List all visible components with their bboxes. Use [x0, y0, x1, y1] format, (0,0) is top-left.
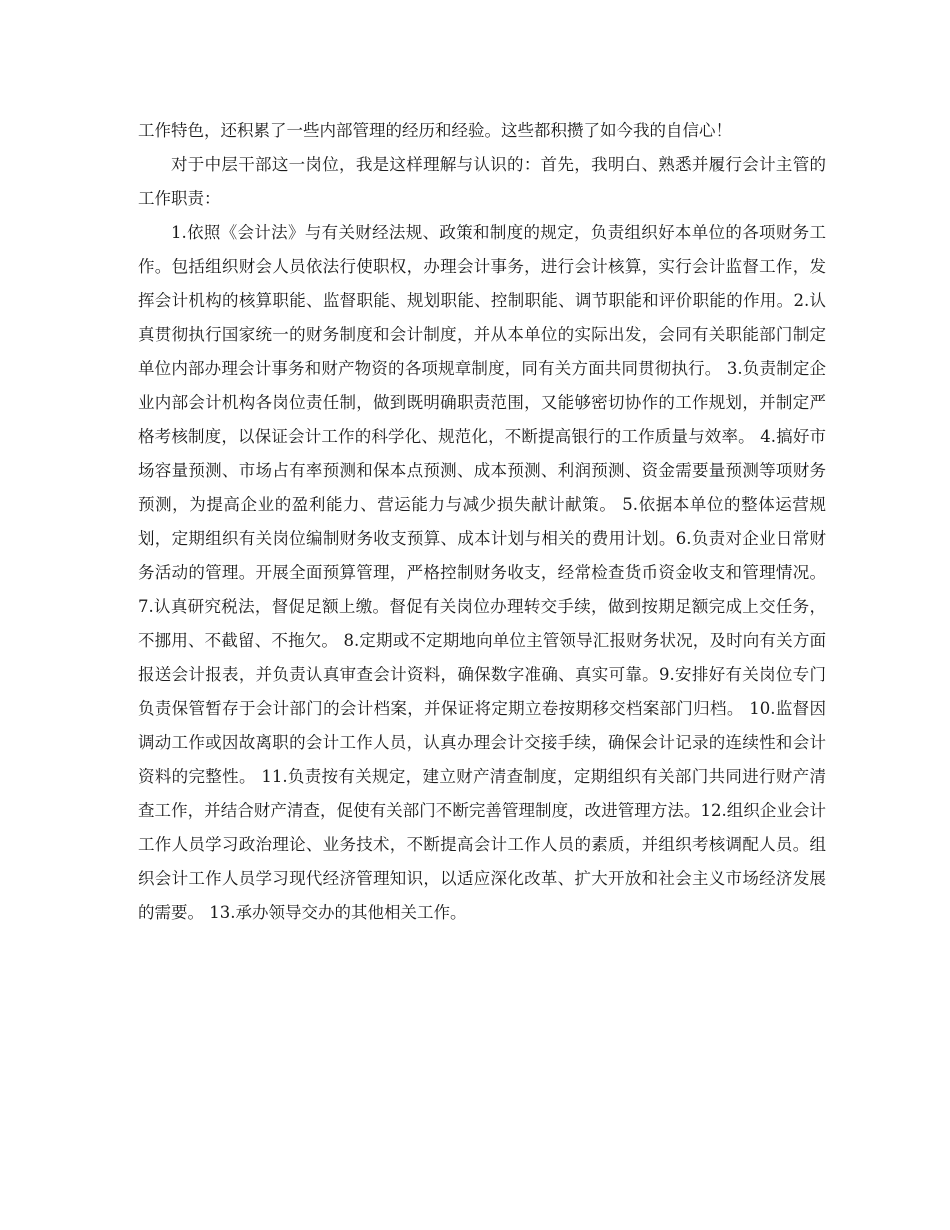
paragraph-role-understanding: 对于中层干部这一岗位，我是这样理解与认识的：首先，我明白、熟悉并履行会计主管的工作职责：	[138, 155, 826, 208]
document-body	[138, 114, 826, 930]
paragraph-continuation: 工作特色，还积累了一些内部管理的经历和经验。这些都积攒了如今我的自信心！	[138, 121, 732, 140]
paragraph-duties-list: 1.依照《会计法》与有关财经法规、政策和制度的规定，负责组织好本单位的各项财务工作。包括组织财会人员依法行使职权，办理会计事务，进行会计核算，实行会计监督工作，发挥会计机构的核算职能、监督职能、规划职能、控制职能、调节职能和评价职能的作用。2.认真贯彻执行国家统一的财务制度和会计制度，并从本单位的实际出发，会同有关职能部门制定单位内部办理会计事务和财产物资的各项规章制度，同有关方面共同贯彻执行。 3.负责制定企业内部会计机构各岗位责任制，做到既明确职责范围，又能够密切协作的工作规划，并制定严格考核制度，以保证会计工作的科学化、规范化，不断提高银行的工作质量与效率。 4.搞好市场容量预测、市场占有率预测和保本点预测、成本预测、利润预测、资金需要量预测等项财务预测，为提高企业的盈利能力、营运能力与减少损失献计献策。 5.依据本单位的整体运营规划，定期组织有关岗位编制财务收支预算、成本计划与相关的费用计划。6.负责对企业日常财务活动的管理。开展全面预算管理，严格控制财务收支，经常检查货币资金收支和管理情况。7.认真研究税法，督促足额上缴。督促有关岗位办理转交手续，做到按期足额完成上交任务，不挪用、不截留、不拖欠。 8.定期或不定期地向单位主管领导汇报财务状况，及时向有关方面报送会计报表，并负责认真审查会计资料，确保数字准确、真实可靠。9.安排好有关岗位专门负责保管暂存于会计部门的会计档案，并保证将定期立卷按期移交档案部门归档。 10.监督因调动工作或因故离职的会计工作人员，认真办理会计交接手续，确保会计记录的连续性和会计资料的完整性。 11.负责按有关规定，建立财产清查制度，定期组织有关部门共同进行财产清查工作，并结合财产清查，促使有关部门不断完善管理制度，改进管理方法。12.组织企业会计工作人员学习政治理论、业务技术，不断提高会计工作人员的素质，并组织考核调配人员。组织会计工作人员学习现代经济管理知识，以适应深化改革、扩大开放和社会主义市场经济发展的需要。 13.承办领导交办的其他相关工作。	[138, 223, 826, 922]
